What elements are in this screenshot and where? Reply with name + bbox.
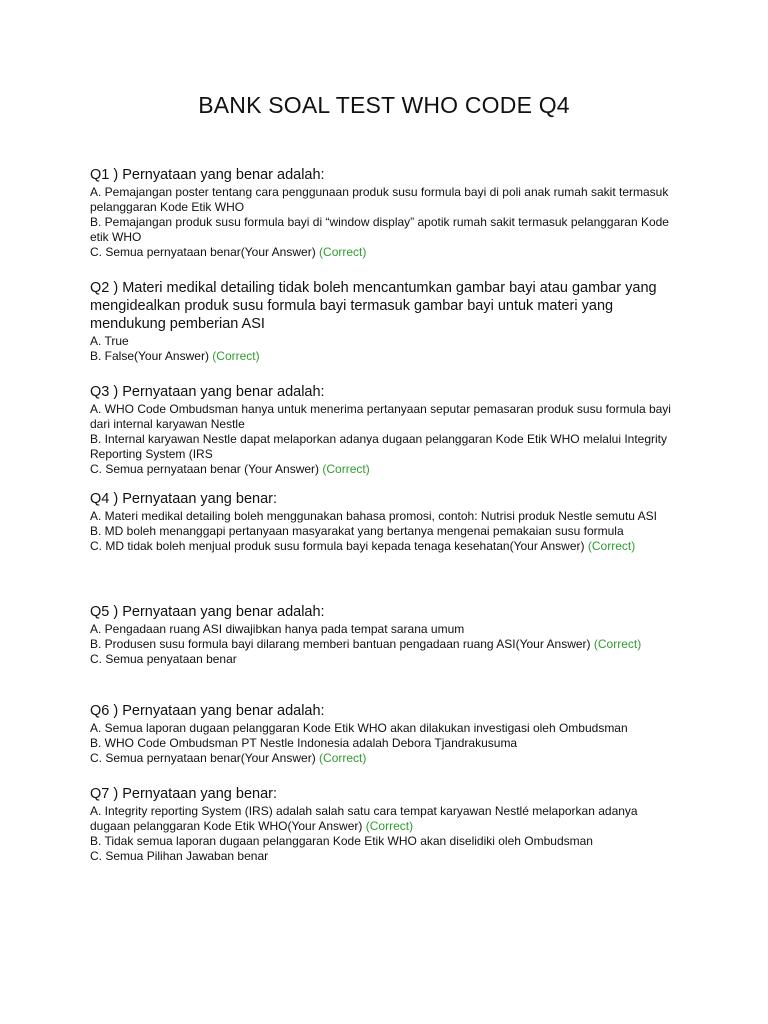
question-3-option-a: A. WHO Code Ombudsman hanya untuk menerima pertanyaan seputar pemasaran produk susu formula bayi dari internal karyawan Nestle	[90, 402, 671, 431]
question-4-option-c	[90, 539, 680, 554]
correct-label: (Correct)	[319, 245, 367, 259]
question-3-option-c	[90, 462, 680, 477]
question-2-option-a: A. True	[90, 334, 129, 348]
question-7-option-c: C. Semua Pilihan Jawaban benar	[90, 849, 269, 863]
answer-text: C. Semua pernyataan benar(Your Answer)	[90, 245, 316, 259]
question-4-option-b: B. MD boleh menanggapi pertanyaan masyarakat yang bertanya mengenai pemakaian susu formula	[90, 524, 624, 538]
question-1-heading: Q1 ) Pernyataan yang benar adalah:	[90, 167, 325, 183]
correct-label: (Correct)	[587, 539, 636, 553]
question-5-option-c: C. Semua penyataan benar	[90, 652, 237, 666]
question-6	[90, 702, 680, 766]
answer-text: C. MD tidak boleh menjual produk susu formula bayi kepada tenaga kesehatan(Your Answer)	[90, 539, 585, 553]
question-4	[90, 490, 680, 554]
question-1-option-a: A. Pemajangan poster tentang cara penggunaan produk susu formula bayi di poli anak rumah sakit termasuk pelanggaran Kode Etik WHO	[90, 185, 669, 214]
question-2-heading: Q2 ) Materi medikal detailing tidak boleh mencantumkan gambar bayi atau gambar yang mengidealkan produk susu formula bayi termasuk gambar bayi untuk materi yang mendukung pemberian ASI	[90, 280, 657, 332]
question-1	[90, 166, 680, 260]
question-2-option-b	[90, 349, 680, 364]
correct-label: (Correct)	[593, 637, 642, 651]
answer-text: C. Semua pernyataan benar (Your Answer)	[90, 462, 320, 476]
question-5	[90, 603, 680, 667]
document-title: BANK SOAL TEST WHO CODE Q4	[198, 92, 570, 118]
question-3-option-b: B. Internal karyawan Nestle dapat melaporkan adanya dugaan pelanggaran Kode Etik WHO melalui Integrity Reporting System (IRS	[90, 432, 668, 461]
question-6-heading: Q6 ) Pernyataan yang benar adalah:	[90, 703, 325, 719]
correct-label: (Correct)	[212, 349, 260, 363]
question-7-option-b: B. Tidak semua laporan dugaan pelanggaran Kode Etik WHO akan diselidiki oleh Ombudsman	[90, 834, 593, 848]
question-4-option-a: A. Materi medikal detailing boleh menggunakan bahasa promosi, contoh: Nutrisi produk Nestle semutu ASI	[90, 509, 657, 523]
question-4-heading: Q4 ) Pernyataan yang benar:	[90, 491, 278, 507]
answer-text: C. Semua pernyataan benar(Your Answer)	[90, 751, 316, 765]
answer-text: B. Produsen susu formula bayi dilarang memberi bantuan pengadaan ruang ASI(Your Answer)	[90, 637, 591, 651]
question-7	[90, 785, 680, 864]
question-1-option-b: B. Pemajangan produk susu formula bayi di “window display” apotik rumah sakit termasuk pelanggaran Kode etik WHO	[90, 215, 669, 244]
question-1-option-c	[90, 245, 680, 260]
question-5-option-b	[90, 637, 680, 652]
answer-text: A. Integrity reporting System (IRS) adalah salah satu cara tempat karyawan Nestlé melaporkan adanya dugaan pelanggaran Kode Etik WHO(Your Answer)	[90, 804, 638, 833]
correct-label: (Correct)	[322, 462, 370, 476]
question-6-option-c	[90, 751, 680, 766]
question-5-option-a: A. Pengadaan ruang ASI diwajibkan hanya pada tempat sarana umum	[90, 622, 465, 636]
question-7-option-a	[90, 804, 680, 834]
question-3	[90, 383, 680, 477]
question-7-heading: Q7 ) Pernyataan yang benar:	[90, 786, 278, 802]
question-5-heading: Q5 ) Pernyataan yang benar adalah:	[90, 604, 325, 620]
correct-label: (Correct)	[319, 751, 367, 765]
question-6-option-b: B. WHO Code Ombudsman PT Nestle Indonesia adalah Debora Tjandrakusuma	[90, 736, 518, 750]
question-2	[90, 279, 680, 364]
question-3-heading: Q3 ) Pernyataan yang benar adalah:	[90, 384, 325, 400]
question-6-option-a: A. Semua laporan dugaan pelanggaran Kode Etik WHO akan dilakukan investigasi oleh Ombudsman	[90, 721, 628, 735]
answer-text: B. False(Your Answer)	[90, 349, 209, 363]
correct-label: (Correct)	[365, 819, 414, 833]
